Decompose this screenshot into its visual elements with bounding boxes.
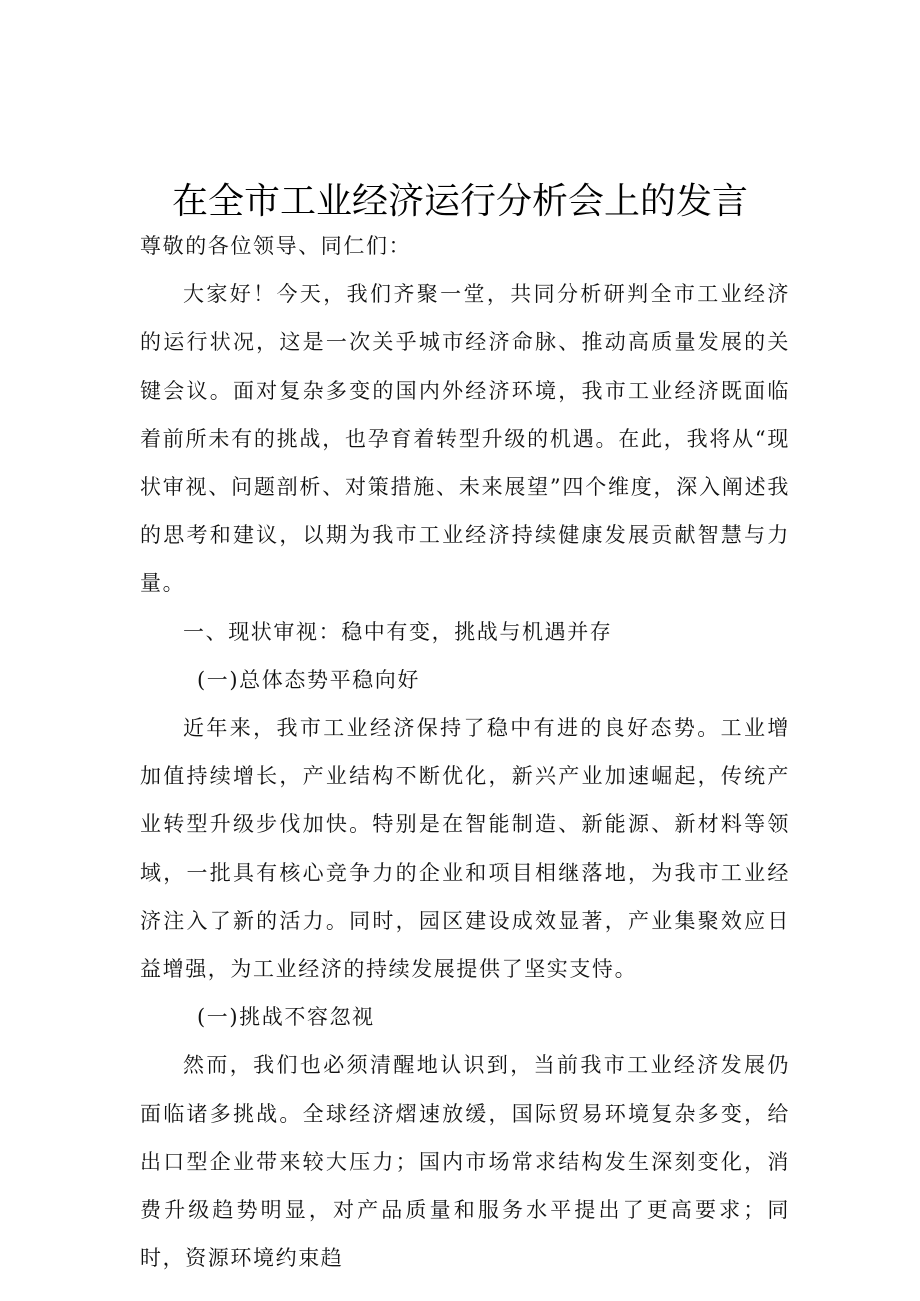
section-heading-1: 一、现状审视：稳中有变，挑战与机遇并存 [183,619,613,644]
paragraph-overall-trend: 近年来，我市工业经济保持了稳中有进的良好态势。工业增加值持续增长，产业结构不断优化，新兴产业加速崛起，传统产业转型升级步伐加快。特别是在智能制造、新能源、新材料等领域，一批具有核心竞争力的企业和项目相继落地，为我市工业经济注入了新的活力。同时，园区建设成效显著，产业集聚效应日益增强，为工业经济的持续发展提供了坚实支恃。 [140,716,790,982]
paragraph-opening: 大家好！今天，我们齐聚一堂，共同分析研判全市工业经济的运行状况，这是一次关乎城市经济命脉、推动高质量发展的关键会议。面对复杂多变的国内外经济环境，我市工业经济既面临着前所未有的挑战，也孕育着转型升级的机遇。在此，我将从“现状审视、问题剖析、对策措施、未来展望”四个维度，深入阐述我的思考和建议，以期为我市工业经济持续健康发展贡献智慧与力量。 [140,282,790,596]
salutation: 尊敬的各位领导、同仁们： [140,234,412,258]
paragraph-challenges: 然而，我们也必须清醒地认识到，当前我市工业经济发展仍面临诸多挑战。全球经济熠速放缓，国际贸易环境复杂多变，给出口型企业带来较大压力；国内市场常求结构发生深刻变化，消费升级趋势明显，对产品质量和服务水平提出了更高要求；同时，资源环境约束趋 [140,1053,790,1271]
document-body [140,222,790,1282]
subsection-heading-2: (一)挑战不容忽视 [197,1005,375,1030]
subsection-heading-1: (一)总体态势平稳向好 [197,667,420,692]
document-title: 在全市工业经济运行分析会上的发言 [171,181,748,223]
